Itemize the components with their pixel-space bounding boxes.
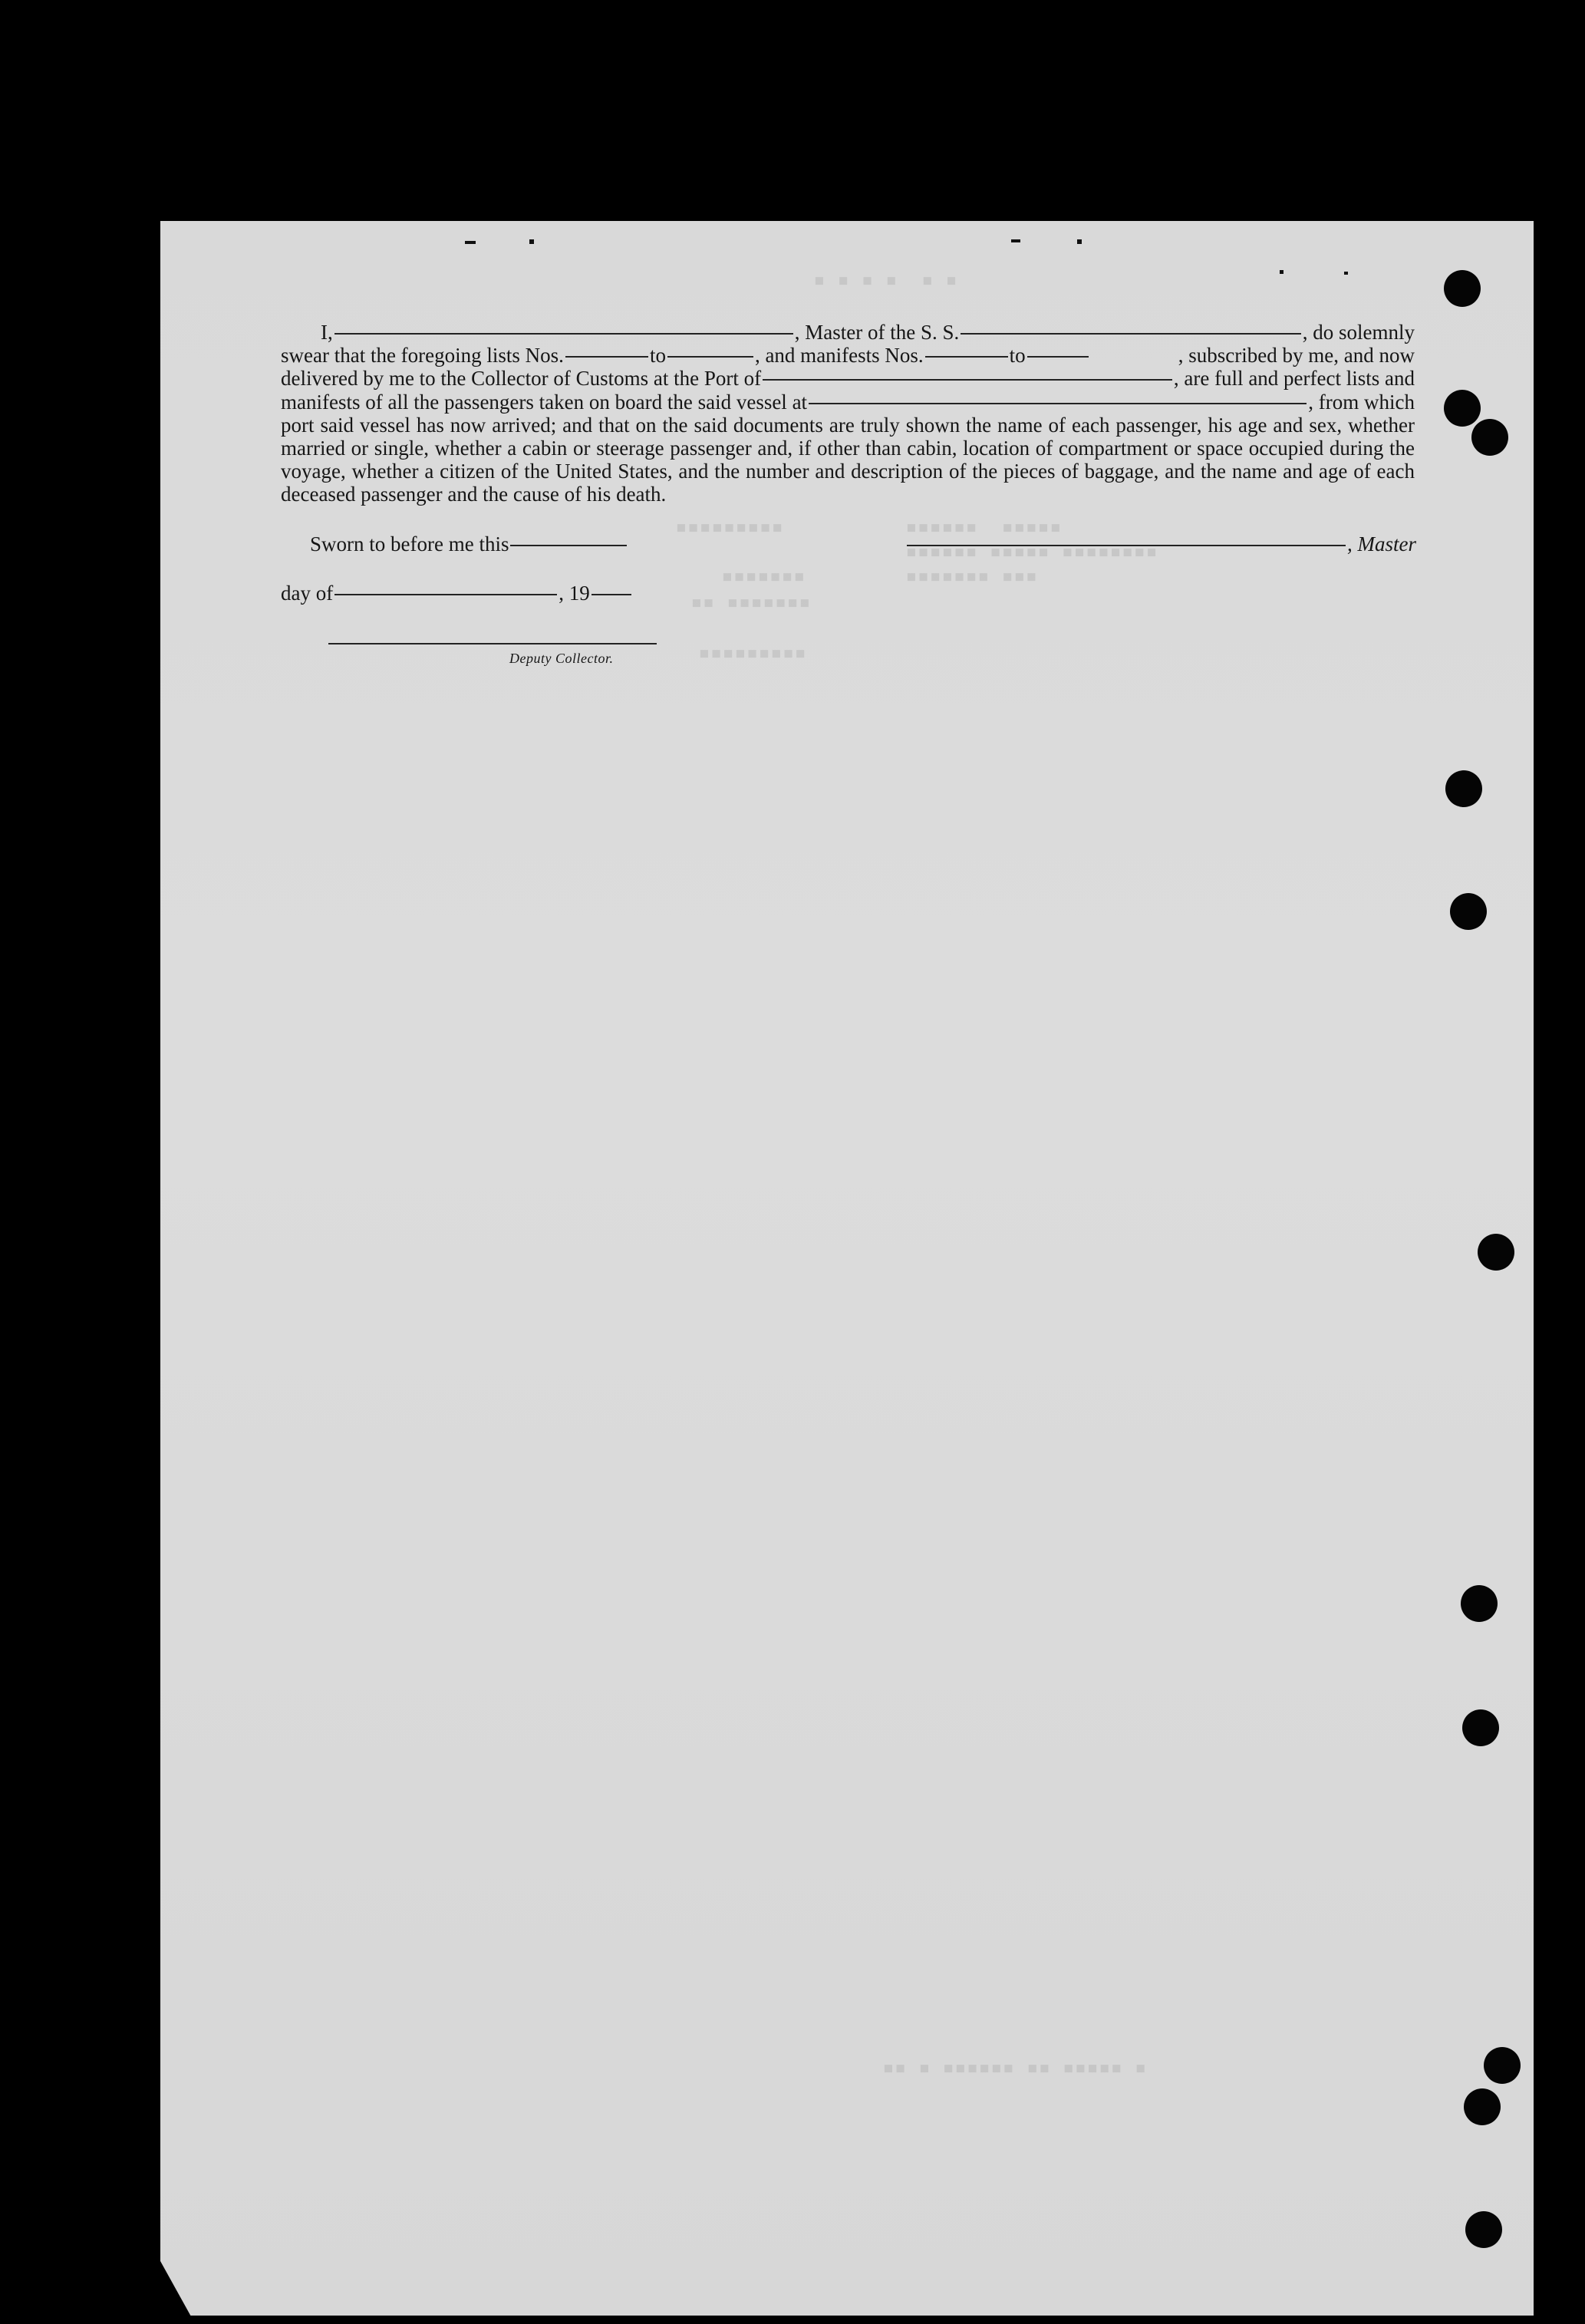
oath-body: port said vessel has now arrived; and that on the said documents are truly shown the name of each passenger, his age and sex, whether married or single, whether a cabin or steerage passenger and, if other than cabin, location of compartment or space occupied during the voyage, whether a citizen of the United States, and the number and description of the pieces of baggage, and the name and age of each deceased passenger and the cause of his death. [281, 413, 1415, 506]
punch-hole [1444, 390, 1481, 427]
punch-hole [1461, 1585, 1498, 1622]
master-name-blank [334, 333, 793, 335]
list-to-blank [667, 356, 753, 358]
bleed-through-mark: ▪▪▪▪▪▪▪▪▪ [698, 641, 806, 664]
collector-signature-rule [328, 643, 657, 644]
sworn-line [310, 532, 628, 556]
oath-do-solemnly: , do solemnly [1302, 321, 1415, 344]
oath-lists-nos: swear that the foregoing lists Nos. [281, 344, 564, 368]
bleed-through-mark: ▪▪ ▪ ▪▪▪▪▪▪ ▪▪ ▪▪▪▪▪ ▪ [882, 2056, 1147, 2079]
year-blank [591, 594, 631, 595]
departure-port-blank [809, 403, 1307, 404]
day-of-label: day of [281, 582, 334, 605]
sworn-label: Sworn to before me this [310, 532, 509, 555]
punch-hole [1462, 1709, 1499, 1746]
oath-port-of: delivered by me to the Collector of Customs at the Port of [281, 367, 762, 391]
list-from-blank [565, 356, 648, 358]
oath-full-perfect: , are full and perfect lists and [1173, 367, 1415, 391]
punch-hole [1464, 2088, 1501, 2125]
oath-vessel-at: manifests of all the passengers taken on board the said vessel at [281, 390, 808, 414]
deputy-collector-caption: Deputy Collector. [509, 651, 614, 666]
punch-hole [1444, 270, 1481, 307]
oath-line-3 [281, 367, 1415, 390]
ink-speck [465, 241, 476, 244]
ink-speck [529, 239, 534, 244]
oath-line-4 [281, 391, 1415, 414]
oath-line-1 [281, 321, 1415, 344]
punch-hole [1465, 2211, 1502, 2248]
ink-speck [1344, 272, 1348, 275]
bleed-through-mark: ▪▪▪▪▪▪▪ [721, 565, 806, 588]
bleed-through-mark: ▪▪ ▪▪▪▪▪▪▪ [690, 591, 811, 614]
oath-manifests-nos: , and manifests Nos. [754, 344, 924, 368]
bleed-through-mark: ▪▪▪▪▪▪▪▪▪ [675, 516, 783, 539]
bleed-through-mark: ▪▪▪▪▪▪▪ ▪▪▪ [905, 565, 1038, 588]
vessel-name-blank [961, 333, 1301, 335]
year-prefix: , 19 [559, 582, 590, 605]
oath-line-2 [281, 344, 1415, 367]
ink-speck [1011, 239, 1020, 242]
master-signature-line [905, 532, 1416, 556]
ink-speck [1077, 239, 1082, 244]
month-blank [334, 594, 557, 595]
bleed-through-mark: ▪ ▪ ▪ ▪ ▪ ▪ [813, 269, 957, 292]
ink-speck [1280, 270, 1283, 274]
oath-statement [281, 321, 1415, 506]
oath-i: I, [321, 321, 333, 344]
port-name-blank [763, 379, 1172, 381]
punch-hole [1450, 893, 1487, 930]
bleed-through-mark: ▪▪▪▪▪▪ ▪▪▪▪▪ ▪▪▪▪▪▪▪▪ [905, 540, 1158, 563]
master-signature-blank [907, 545, 1346, 546]
punch-hole [1478, 1234, 1514, 1271]
oath-subscribed: , subscribed by me, and now [1178, 344, 1415, 368]
manifest-from-blank [925, 356, 1008, 358]
punch-hole [1471, 419, 1508, 456]
oath-to: to [649, 344, 666, 368]
bleed-through-mark: ▪▪▪▪▪▪ ▪▪▪▪▪ [905, 516, 1062, 539]
manifest-to-blank [1027, 356, 1089, 358]
sworn-date-blank [510, 545, 627, 546]
oath-from-which: , from which [1308, 390, 1415, 414]
master-label: , Master [1347, 532, 1416, 555]
oath-to: to [1009, 344, 1026, 368]
oath-master-of-ss: , Master of the S. S. [794, 321, 960, 344]
punch-hole [1445, 770, 1482, 807]
punch-hole [1484, 2047, 1521, 2084]
day-of-line [281, 582, 633, 605]
